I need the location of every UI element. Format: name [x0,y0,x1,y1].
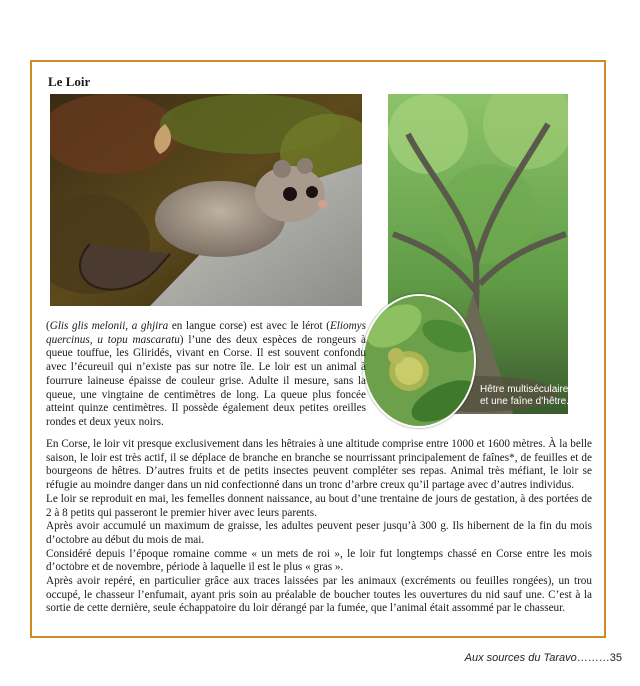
paragraph-hibernation: Après avoir accumulé un maximum de graisse, les adultes peuvent peser jusqu’à 300 g. Ils hibernent de la fin du mois d’octobre au début du mois de mai. [46,520,592,546]
footer-dots: ……… [576,652,610,664]
intro-text-1: en langue corse) est avec le lérot ( [168,320,330,332]
box-title: Le Loir [48,74,91,89]
paragraph-intro: (Glis glis melonii, a ghjira en langue corse) est avec le lérot (Eliomys quercinus, u topu mascaratu) l’une des deux espèces de rongeurs à queue touffue, les Gliridés, vivant en Corse. Il est souvent confondu avec l’écureuil qui n’existe pas sur notre île. Le loir est un animal à fourrure laineuse épaisse de couleur grise. Adulte il mesure, sans la queue, une vingtaine de centimètres de long. La queue plus foncée atteint quinze centimètres. Il possède également deux petites oreilles rondes et deux yeux noirs. [46,320,366,428]
beechnut-inset-photo [362,294,476,428]
book-title: Aux sources du Taravo [464,652,577,664]
tree-caption: Hêtre multiséculaire et une faîne d’hêtre. [480,384,569,407]
latin-name-lerot: Eliomys quercinus, u topu mascaratu [46,320,366,346]
dormouse-photo [50,94,362,306]
paragraph-hunting: Considéré depuis l’époque romaine comme « un mets de roi », le loir fut longtemps chassé en Corse entre les mois d’octobre et de novembre, période à laquelle il est le plus « gras ». [46,547,592,574]
page-footer [465,652,622,664]
paragraph-habitat: En Corse, le loir vit presque exclusivement dans les hêtraies à une altitude comprise entre 1000 et 1600 mètres. À la belle saison, le loir est très actif, il se déplace de branche en branche se nourrissant principalement de faînes*, de feuilles et de bourgeons de hêtres. D’autres fruits et de petits insectes peuvent compléter ses repas. Animal très méfiant, le loir se réfugie au moindre danger dans un nid confectionné dans un tronc d’arbre creux qu’il partage avec d’autres individus. [46,438,592,492]
info-box [30,60,606,638]
intro-text-2: ) l’une des deux espèces de rongeurs à queue touffue, les Gliridés, vivant en Corse. Il est souvent confondu avec l’écureuil qui n’existe pas sur notre île. Le loir est un animal à fourrure laineuse épaisse de couleur grise. Adulte il mesure, sans la queue, une vingtaine de centimètres de long. La queue plus foncée atteint quinze centimètres. Il possède également deux petites oreilles rondes et deux yeux noirs. [46,333,366,428]
body-text [46,438,592,616]
paragraph-reproduction: Le loir se reproduit en mai, les femelles donnent naissance, au bout d’une trentaine de jours de gestation, à des portées de 2 à 8 petits qui passeront le premier hiver avec leurs parents. [46,492,592,519]
latin-name-loir: Glis glis melonii, a ghjira [49,320,169,332]
paragraph-smoking: Après avoir repéré, en particulier grâce aux traces laissées par les animaux (excréments ou feuilles rongées), un trou occupé, le chasseur l’enfumait, ayant pris soin au préalable de boucher toutes les ouvertures du nid sauf une. C’est à la sortie de cette dernière, seule échappatoire du loir dérangé par la fumée, que l’animal était assommé par le chasseur. [46,575,592,615]
page-number: 35 [609,652,622,664]
